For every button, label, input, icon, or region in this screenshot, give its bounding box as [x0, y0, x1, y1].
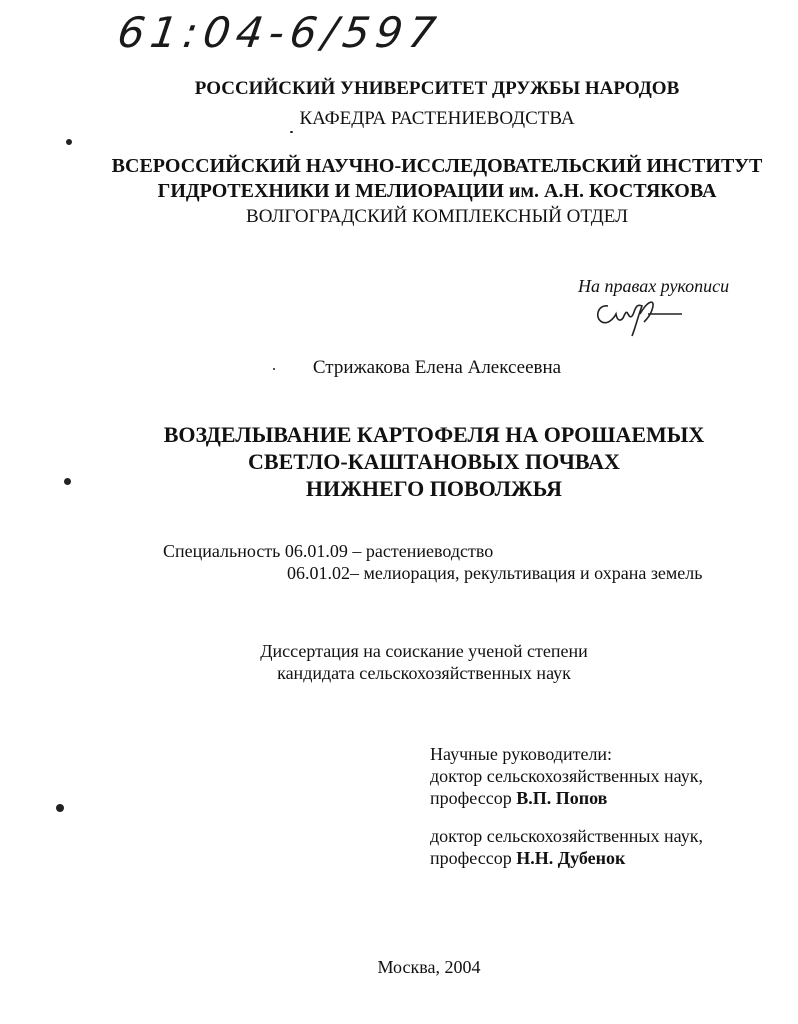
city-year: Москва, 2004	[377, 957, 481, 977]
archive-code: 61:04-6/597	[114, 8, 445, 57]
title-line2: СВЕТЛО-КАШТАНОВЫХ ПОЧВАХ	[248, 449, 620, 474]
scan-speck	[66, 139, 72, 145]
dissertation-line2: кандидата сельскохозяйственных наук	[277, 663, 571, 683]
signature-icon	[590, 292, 690, 338]
title-line1: ВОЗДЕЛЫВАНИЕ КАРТОФЕЛЯ НА ОРОШАЕМЫХ	[163, 422, 705, 447]
institute-name-line2: ГИДРОТЕХНИКИ И МЕЛИОРАЦИИ им. А.Н. КОСТЯКОВА	[157, 180, 717, 202]
scan-speck	[290, 131, 293, 133]
advisor2-degree: доктор сельскохозяйственных наук,	[430, 826, 703, 846]
title-line3: НИЖНЕГО ПОВОЛЖЬЯ	[305, 476, 563, 501]
manuscript-rights: На правах рукописи	[578, 276, 730, 296]
institute-name-line1: ВСЕРОССИЙСКИЙ НАУЧНО-ИССЛЕДОВАТЕЛЬСКИЙ ИНСТИТУТ	[111, 155, 763, 177]
specialty-line1: Специальность 06.01.09 – растениеводство	[163, 541, 494, 561]
scan-speck	[56, 804, 64, 812]
scan-speck	[64, 478, 71, 485]
advisor1-line	[430, 788, 607, 809]
department-name: КАФЕДРА РАСТЕНИЕВОДСТВА	[299, 108, 575, 129]
dissertation-line1: Диссертация на соискание ученой степени	[260, 641, 588, 661]
author-name: Стрижакова Елена Алексеевна	[312, 357, 562, 378]
advisors-heading: Научные руководители:	[430, 744, 613, 764]
specialty-line2: 06.01.02– мелиорация, рекультивация и охрана земель	[287, 563, 703, 583]
advisor1-degree: доктор сельскохозяйственных наук,	[430, 766, 703, 786]
advisor2-name: Н.Н. Дубенок	[516, 848, 626, 868]
scan-speck	[273, 368, 275, 370]
university-name: РОССИЙСКИЙ УНИВЕРСИТЕТ ДРУЖБЫ НАРОДОВ	[194, 78, 680, 99]
advisor1-title: профессор	[430, 788, 512, 808]
advisor1-name: В.П. Попов	[516, 788, 608, 808]
advisor2-line	[430, 848, 625, 869]
advisor2-title: профессор	[430, 848, 512, 868]
division-name: ВОЛГОГРАДСКИЙ КОМПЛЕКСНЫЙ ОТДЕЛ	[246, 206, 628, 227]
